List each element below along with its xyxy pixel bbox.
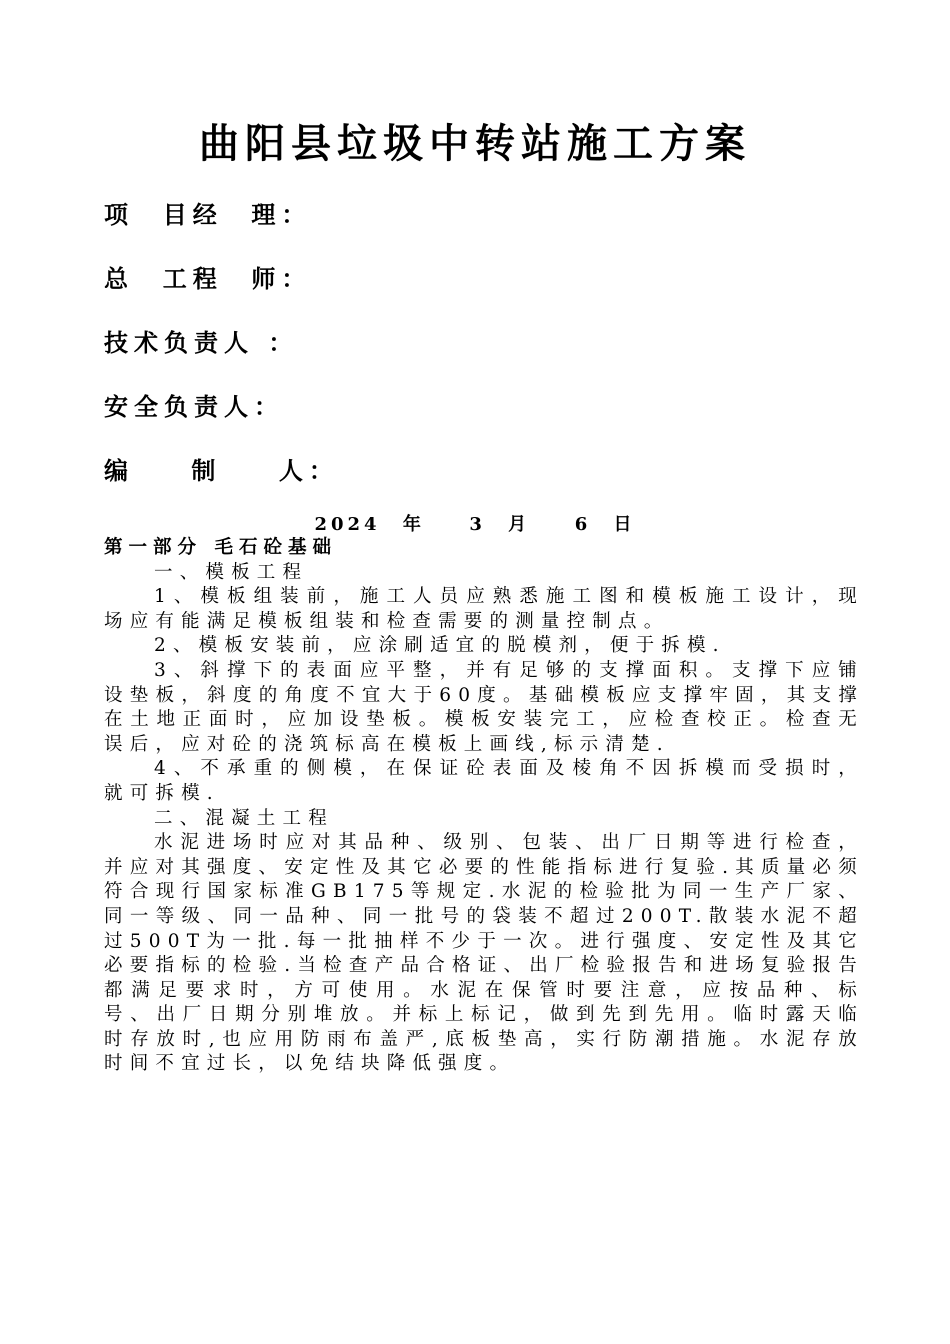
paragraph: 水泥进场时应对其品种、级别、包装、出厂日期等进行检查，并应对其强度、安定性及其它必要的性能指标进行复验.其质量必须符合现行国家标准GB175等规定.水泥的检验批为同一生产厂家、同一等级、同一品种、同一批号的袋装不超过200T.散装水泥不超过500T为一批.每一批抽样不少于一次。进行强度、安定性及其它必要指标的检验.当检查产品合格证、出厂检验报告和进场复验报告都满足要求时，方可使用。水泥在保管时要注意，应按品种、标号、出厂日期分别堆放。并标上标记，做到先到先用。临时露天临时存放时,也应用防雨布盖严,底板垫高，实行防潮措施。水泥存放时间不宜过长，以免结块降低强度。 xyxy=(104,832,864,1075)
project-manager-line: 项 目经 理： xyxy=(104,201,312,229)
paragraph: 1、模板组装前，施工人员应熟悉施工图和模板施工设计，现场应有能满足模板组装和检查需要的测量控制点。 xyxy=(104,586,864,632)
compiler-line: 编 制 人： xyxy=(104,457,339,485)
tech-lead-line: 技术负责人 ： xyxy=(104,329,299,357)
document-title: 曲阳县垃圾中转站施工方案 xyxy=(199,121,751,167)
document-date: 2024 年 3 月 6 日 xyxy=(314,514,636,535)
section-heading-concrete: 二、混凝土工程 xyxy=(154,807,334,829)
section-heading-formwork: 一、模板工程 xyxy=(154,561,309,583)
paragraph: 2、模板安装前，应涂刷适宜的脱模剂，便于拆模. xyxy=(154,635,726,657)
chief-engineer-line: 总 工程 师： xyxy=(104,265,312,293)
safety-lead-line: 安全负责人： xyxy=(104,393,284,421)
part-heading: 第一部分 毛石砼基础 xyxy=(104,537,337,558)
paragraph: 3、斜撑下的表面应平整，并有足够的支撑面积。支撑下应铺设垫板，斜度的角度不宜大于60度。基础模板应支撑牢固，其支撑在土地正面时，应加设垫板。模板安装完工，应检查校正。检查无误后，应对砼的浇筑标高在模板上画线,标示清楚. xyxy=(104,659,864,755)
document-body xyxy=(104,536,864,1077)
paragraph: 4、不承重的侧模，在保证砼表面及棱角不因拆模而受损时，就可拆模. xyxy=(104,758,864,804)
